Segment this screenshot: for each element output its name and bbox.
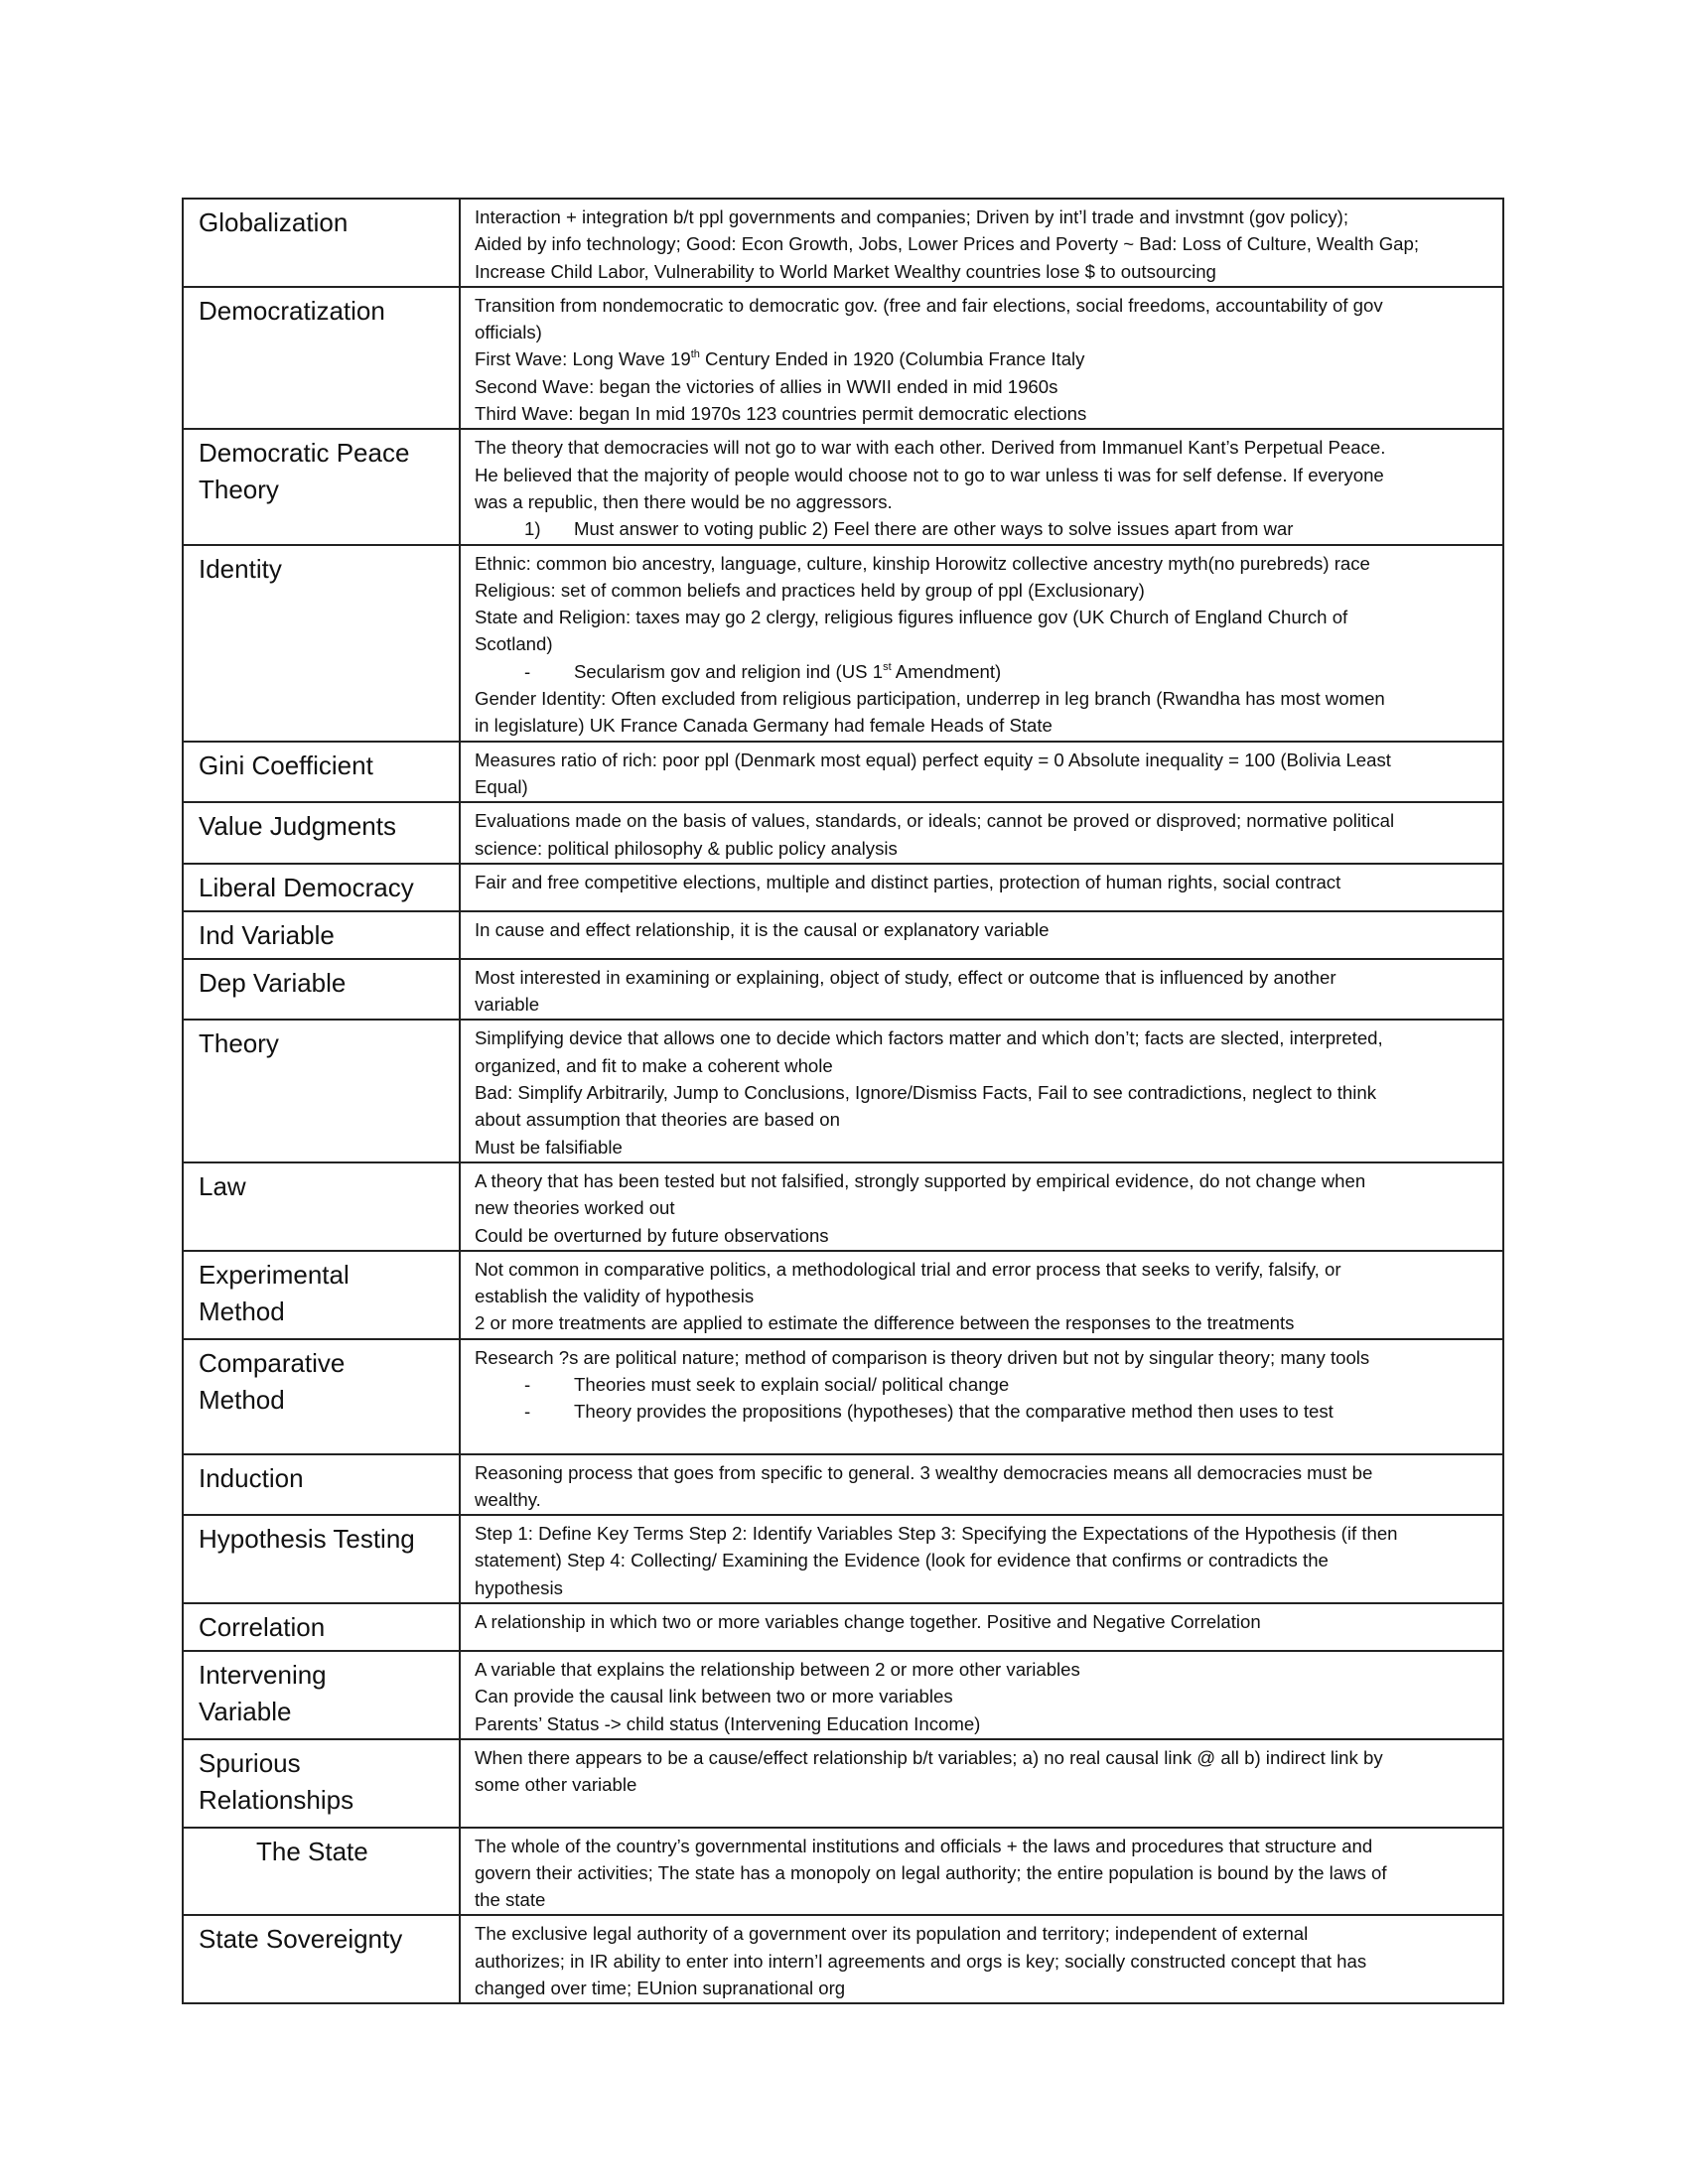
- definition-line: Transition from nondemocratic to democratic gov. (free and fair elections, social freedoms, accountability of gov: [475, 294, 1383, 316]
- definition-cell: [460, 1162, 1503, 1251]
- definition-line: Interaction + integration b/t ppl governments and companies; Driven by int’l trade and invstmnt (gov policy);: [475, 206, 1349, 227]
- glossary-row: [183, 199, 1503, 287]
- definition-cell: [460, 1251, 1503, 1339]
- term-label: Value Judgments: [199, 811, 396, 842]
- term-label: Law: [199, 1170, 246, 1201]
- list-marker: -: [524, 660, 531, 682]
- definition-line: science: political philosophy & public policy analysis: [475, 837, 898, 859]
- line-text: Century Ended in 1920 (Columbia France Italy: [699, 348, 1085, 370]
- definition-line: The theory that democracies will not go to war with each other. Derived from Immanuel Kant’s Perpetual Peace.: [475, 437, 1386, 459]
- term-label: Ind Variable: [199, 919, 335, 950]
- definition-line: about assumption that theories are based on: [475, 1109, 840, 1131]
- definition-cell: [460, 959, 1503, 1021]
- term-label: Democratic Peace: [199, 438, 410, 469]
- ordinal-superscript: th: [690, 348, 700, 361]
- definition-line: The whole of the country’s governmental institutions and officials + the laws and procedures that structure and: [475, 1835, 1373, 1856]
- definition-line: Simplifying device that allows one to decide which factors matter and which don’t; facts are slected, interpreted,: [475, 1027, 1383, 1049]
- definition-line: Could be overturned by future observations: [475, 1224, 829, 1246]
- glossary-row: [183, 1915, 1503, 2003]
- definition-line: Fair and free competitive elections, multiple and distinct parties, protection of human rights, social contract: [475, 871, 1341, 892]
- term-cell: [183, 1739, 460, 1828]
- definition-cell: [460, 1515, 1503, 1603]
- definition-line: Increase Child Labor, Vulnerability to World Market Wealthy countries lose $ to outsourcing: [475, 260, 1216, 282]
- definition-line: A variable that explains the relationship between 2 or more other variables: [475, 1659, 1080, 1681]
- term-cell: [183, 429, 460, 544]
- definition-line: new theories worked out: [475, 1197, 675, 1219]
- definition-line: was a republic, then there would be no aggressors.: [475, 490, 893, 512]
- term-label: Identity: [199, 553, 282, 584]
- term-label: State Sovereignty: [199, 1924, 403, 1955]
- term-cell: [183, 545, 460, 742]
- definition-line: the state: [475, 1889, 546, 1911]
- glossary-row: [183, 1651, 1503, 1739]
- line-text: Must answer to voting public 2) Feel there are other ways to solve issues apart from war: [574, 518, 1294, 540]
- list-item-line: [475, 1398, 1490, 1425]
- definition-line: A relationship in which two or more variables change together. Positive and Negative Correlation: [475, 1611, 1261, 1633]
- glossary-row: [183, 742, 1503, 803]
- glossary-row: [183, 1603, 1503, 1651]
- line-text: Amendment): [891, 660, 1002, 682]
- definition-cell: [460, 1828, 1503, 1916]
- definition-line: Aided by info technology; Good: Econ Growth, Jobs, Lower Prices and Poverty ~ Bad: Loss of Culture, Wealth Gap;: [475, 233, 1420, 255]
- term-cell: [183, 742, 460, 803]
- term-cell: [183, 1251, 460, 1339]
- glossary-row: [183, 959, 1503, 1021]
- definition-line: hypothesis: [475, 1576, 563, 1598]
- definition-cell: [460, 1651, 1503, 1739]
- definition-line: Ethnic: common bio ancestry, language, culture, kinship Horowitz collective ancestry myth(no purebreds) race: [475, 552, 1370, 574]
- glossary-table: [182, 198, 1504, 2004]
- term-cell: [183, 864, 460, 911]
- definition-cell: [460, 742, 1503, 803]
- term-cell: [183, 1828, 460, 1916]
- glossary-row: [183, 802, 1503, 864]
- definition-cell: [460, 545, 1503, 742]
- term-cell: [183, 1020, 460, 1161]
- term-cell: [183, 802, 460, 864]
- term-label: Method: [199, 1384, 285, 1415]
- definition-cell: [460, 287, 1503, 429]
- definition-cell: [460, 1603, 1503, 1651]
- definition-line: Bad: Simplify Arbitrarily, Jump to Conclusions, Ignore/Dismiss Facts, Fail to see contradictions, neglect to think: [475, 1082, 1377, 1104]
- term-cell: [183, 1339, 460, 1454]
- definition-cell: [460, 429, 1503, 544]
- term-label: Theory: [199, 1028, 279, 1059]
- glossary-row: [183, 1251, 1503, 1339]
- glossary-row: [183, 864, 1503, 911]
- glossary-row: [183, 1162, 1503, 1251]
- definition-line: in legislature) UK France Canada Germany had female Heads of State: [475, 715, 1053, 737]
- list-marker: -: [524, 1401, 531, 1423]
- glossary-row: [183, 429, 1503, 544]
- definition-line: Evaluations made on the basis of values, standards, or ideals; cannot be proved or disproved; normative political: [475, 810, 1395, 832]
- definition-line: Step 1: Define Key Terms Step 2: Identify Variables Step 3: Specifying the Expectations of the Hypothesis (if then: [475, 1523, 1398, 1545]
- definition-line: authorizes; in IR ability to enter into intern’l agreements and orgs is key; socially constructed concept that has: [475, 1950, 1367, 1972]
- definition-line: Gender Identity: Often excluded from religious participation, underrep in leg branch (Rwandha has most women: [475, 688, 1385, 710]
- term-label: Method: [199, 1296, 285, 1326]
- term-cell: [183, 1651, 460, 1739]
- term-cell: [183, 1454, 460, 1516]
- term-label: Correlation: [199, 1612, 326, 1643]
- glossary-body: [183, 199, 1503, 2003]
- term-label: Democratization: [199, 295, 385, 326]
- term-label: Gini Coefficient: [199, 750, 373, 780]
- term-label: Liberal Democracy: [199, 872, 414, 902]
- definition-line: In cause and effect relationship, it is the causal or explanatory variable: [475, 918, 1050, 940]
- definition-line: variable: [475, 994, 540, 1016]
- list-marker: -: [524, 1373, 531, 1395]
- term-label: Experimental: [199, 1259, 350, 1290]
- glossary-row: [183, 1739, 1503, 1828]
- glossary-row: [183, 1020, 1503, 1161]
- definition-line: establish the validity of hypothesis: [475, 1286, 755, 1307]
- definition-line: Parents’ Status -> child status (Intervening Education Income): [475, 1712, 981, 1734]
- definition-line: Scotland): [475, 633, 553, 655]
- definition-line: He believed that the majority of people would choose not to go to war unless ti was for self defense. If everyone: [475, 464, 1384, 485]
- term-cell: [183, 287, 460, 429]
- term-label: The State: [256, 1836, 368, 1866]
- glossary-row: [183, 545, 1503, 742]
- term-cell: [183, 911, 460, 959]
- definition-cell: [460, 1915, 1503, 2003]
- definition-line: Measures ratio of rich: poor ppl (Denmark most equal) perfect equity = 0 Absolute inequality = 100 (Bolivia Least: [475, 749, 1391, 770]
- cell-spacer: [475, 1799, 1490, 1826]
- term-label: Globalization: [199, 207, 349, 237]
- definition-line: Second Wave: began the victories of allies in WWII ended in mid 1960s: [475, 375, 1058, 397]
- cell-spacer: [475, 1426, 1490, 1452]
- definition-line: A theory that has been tested but not falsified, strongly supported by empirical evidence, do not change when: [475, 1169, 1366, 1191]
- term-label: Relationships: [199, 1784, 354, 1815]
- list-item-line: [475, 515, 1490, 542]
- definition-line: Equal): [475, 775, 528, 797]
- glossary-row: [183, 1828, 1503, 1916]
- definition-line: When there appears to be a cause/effect relationship b/t variables; a) no real causal link @ all b) indirect link by: [475, 1746, 1383, 1768]
- line-text: Theory provides the propositions (hypotheses) that the comparative method then uses to test: [574, 1401, 1334, 1423]
- definition-cell: [460, 1339, 1503, 1454]
- term-cell: [183, 1603, 460, 1651]
- definition-line: Third Wave: began In mid 1970s 123 countries permit democratic elections: [475, 403, 1087, 425]
- term-label: Dep Variable: [199, 967, 347, 998]
- definition-line: Not common in comparative politics, a methodological trial and error process that seeks to verify, falsify, or: [475, 1258, 1341, 1280]
- definition-line: wealthy.: [475, 1488, 541, 1510]
- line-text: Secularism gov and religion ind (US 1: [574, 660, 884, 682]
- ordinal-superscript: st: [883, 660, 892, 673]
- definition-line: govern their activities; The state has a monopoly on legal authority; the entire population is bound by the laws of: [475, 1861, 1387, 1883]
- term-label: Intervening: [199, 1660, 327, 1691]
- definition-line: [475, 658, 1490, 685]
- definition-line: Most interested in examining or explaining, object of study, effect or outcome that is influenced by another: [475, 966, 1336, 988]
- term-label: Hypothesis Testing: [199, 1524, 415, 1555]
- definition-cell: [460, 802, 1503, 864]
- definition-line: officials): [475, 322, 542, 343]
- list-item-line: [475, 1371, 1490, 1398]
- definition-cell: [460, 1454, 1503, 1516]
- term-label: Induction: [199, 1462, 304, 1493]
- definition-cell: [460, 1739, 1503, 1828]
- definition-line: [475, 345, 1490, 372]
- glossary-row: [183, 1454, 1503, 1516]
- definition-line: Reasoning process that goes from specific to general. 3 wealthy democracies means all democracies must be: [475, 1461, 1373, 1483]
- term-label: Variable: [199, 1697, 292, 1727]
- glossary-row: [183, 1339, 1503, 1454]
- definition-cell: [460, 1020, 1503, 1161]
- definition-line: changed over time; EUnion supranational org: [475, 1978, 846, 1999]
- definition-line: Research ?s are political nature; method of comparison is theory driven but not by singular theory; many tools: [475, 1346, 1370, 1368]
- term-label: Spurious: [199, 1747, 301, 1778]
- definition-cell: [460, 199, 1503, 287]
- term-cell: [183, 1515, 460, 1603]
- definition-line: Can provide the causal link between two or more variables: [475, 1686, 953, 1707]
- line-text: Theories must seek to explain social/ political change: [574, 1373, 1010, 1395]
- term-label: Comparative: [199, 1347, 346, 1378]
- definition-line: State and Religion: taxes may go 2 clergy, religious figures influence gov (UK Church of England Church of: [475, 607, 1348, 628]
- definition-line: Must be falsifiable: [475, 1136, 623, 1158]
- term-label: Theory: [199, 475, 279, 505]
- definition-cell: [460, 911, 1503, 959]
- term-cell: [183, 1162, 460, 1251]
- definition-line: some other variable: [475, 1774, 637, 1796]
- term-cell: [183, 1915, 460, 2003]
- glossary-row: [183, 911, 1503, 959]
- definition-line: organized, and fit to make a coherent whole: [475, 1054, 833, 1076]
- definition-line: The exclusive legal authority of a government over its population and territory; independent of external: [475, 1923, 1309, 1945]
- definition-line: 2 or more treatments are applied to estimate the difference between the responses to the treatments: [475, 1312, 1295, 1334]
- line-text: First Wave: Long Wave 19: [475, 348, 691, 370]
- term-cell: [183, 199, 460, 287]
- term-cell: [183, 959, 460, 1021]
- glossary-row: [183, 1515, 1503, 1603]
- list-marker: 1): [524, 518, 541, 540]
- definition-line: statement) Step 4: Collecting/ Examining the Evidence (look for evidence that confirms or contradicts the: [475, 1550, 1329, 1571]
- definition-line: Religious: set of common beliefs and practices held by group of ppl (Exclusionary): [475, 579, 1145, 601]
- definition-cell: [460, 864, 1503, 911]
- glossary-row: [183, 287, 1503, 429]
